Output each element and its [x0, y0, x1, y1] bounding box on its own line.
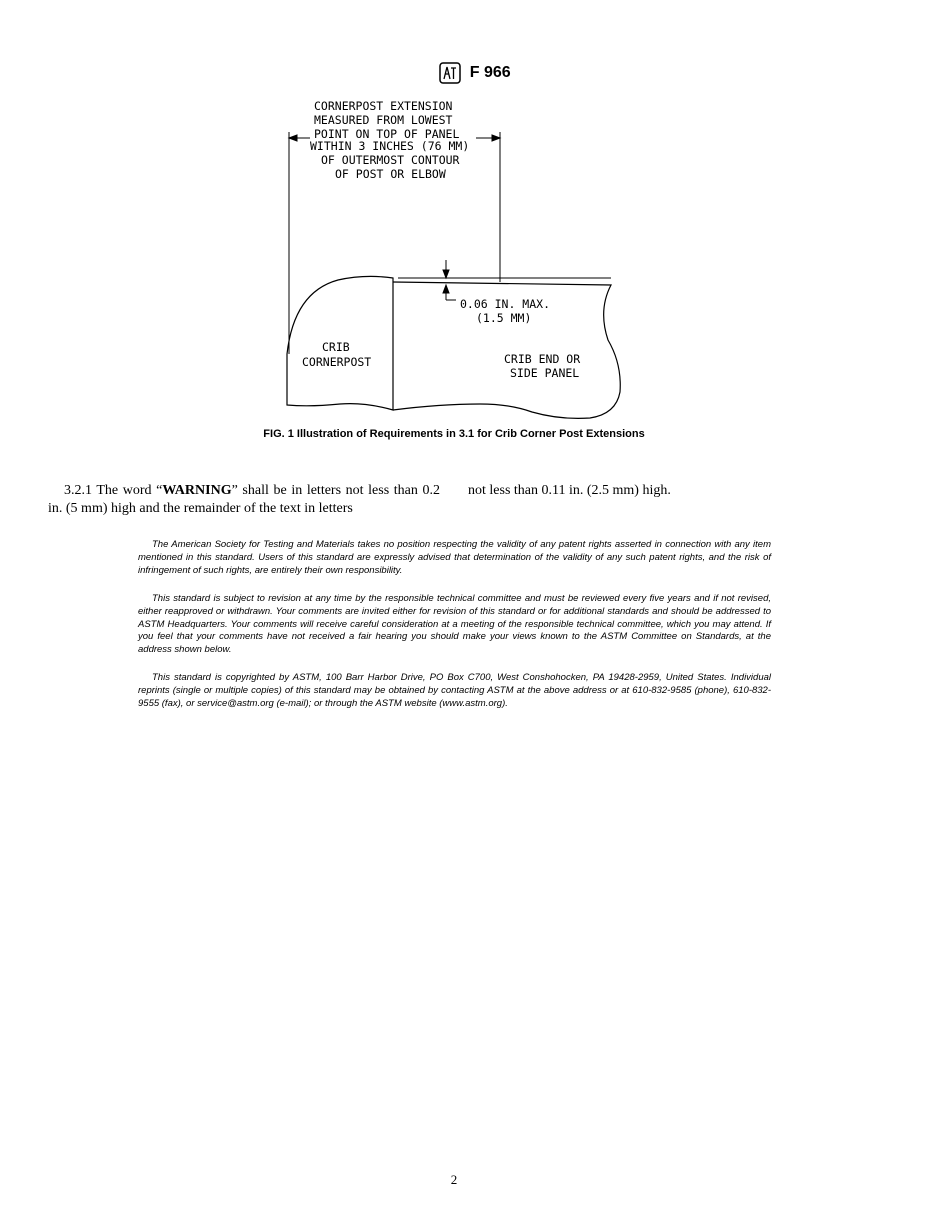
copyright-notice: This standard is copyrighted by ASTM, 100 Barr Harbor Drive, PO Box C700, West Conshohocken, PA 19428-2959, United States. Individual reprints (single or multiple copies) of this standard may be obtained by contacting ASTM at the above address or at 610-832-9585 (phone), 610-832-9555 (fax), or service@astm.org (e-mail); or through the ASTM website (www.astm.org).: [138, 672, 771, 710]
paragraph-text: ” shall be in letters not less than 0.2 in. (5 mm) high and the remainder of the text in letters: [48, 483, 440, 516]
body-column-left: [48, 482, 440, 518]
callout-line: OF OUTERMOST CONTOUR: [321, 153, 460, 167]
post-label: CRIB: [322, 340, 350, 354]
revision-notice: This standard is subject to revision at any time by the responsible technical committee and must be reviewed every five years and if not revised, either reapproved or withdrawn. Your comments are invited either for revision of this standard or for additional standards and should be addressed to ASTM Headquarters. Your comments will receive careful consideration at a meeting of the responsible technical committee, which you may attend. If you feel that your comments have not received a fair hearing you should make your views known to the ASTM Committee on Standards, at the address shown below.: [138, 592, 771, 656]
gap-label-metric: (1.5 MM): [476, 311, 532, 325]
callout-line: POINT ON TOP OF PANEL: [314, 127, 460, 141]
astm-notices: [138, 539, 771, 726]
patent-notice: The American Society for Testing and Materials takes no position respecting the validity of any patent rights asserted in connection with any item mentioned in this standard. Users of this standard are expressly advised that determination of the validity of any such patent rights, and the risk of infringement of such rights, are entirely their own responsibility.: [138, 539, 771, 576]
panel-label: CRIB END OR: [504, 352, 581, 366]
paragraph-text: 3.2.1 The word “: [64, 483, 163, 498]
figure-crib-cornerpost: [270, 92, 640, 422]
paragraph-continued: not less than 0.11 in. (2.5 mm) high.: [468, 483, 671, 498]
astm-logo-icon: [439, 62, 461, 84]
callout-line: CORNERPOST EXTENSION: [314, 99, 453, 113]
paragraph-3-2-1: [48, 482, 440, 518]
panel-label: SIDE PANEL: [510, 366, 580, 380]
page-number: 2: [450, 1172, 458, 1187]
body-column-right: [468, 482, 908, 500]
figure-caption: FIG. 1 Illustration of Requirements in 3.1 for Crib Corner Post Extensions: [263, 428, 645, 440]
document-designation: F 966: [469, 64, 511, 81]
warning-word: WARNING: [162, 483, 232, 498]
callout-line: MEASURED FROM LOWEST: [314, 113, 453, 127]
callout-line: WITHIN 3 INCHES (76 MM): [310, 139, 470, 153]
post-label: CORNERPOST: [302, 355, 372, 369]
page-header: [0, 62, 950, 84]
gap-label: 0.06 IN. MAX.: [460, 297, 551, 311]
callout-line: OF POST OR ELBOW: [335, 167, 446, 181]
gap-indicator: [443, 260, 456, 300]
